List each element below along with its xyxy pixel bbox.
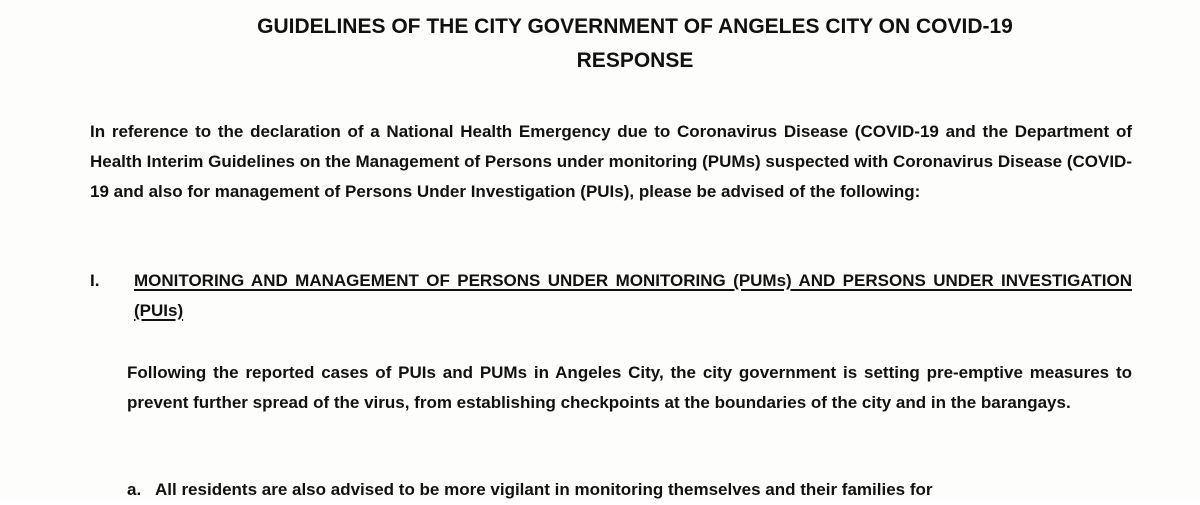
section-1-title: MONITORING AND MANAGEMENT OF PERSONS UNDER MONITORING (PUMs) AND PERSONS UNDER INVESTIGATION (PUIs) — [134, 271, 1132, 320]
section-1-item-a-marker: a. — [127, 480, 142, 499]
intro-paragraph: In reference to the declaration of a National Health Emergency due to Coronavirus Disease (COVID-19 and the Department of Health Interim Guidelines on the Management of Persons under monitoring (PUMs) suspected with Coronavirus Disease (COVID-19 and also for management of Persons Under Investigation (PUIs), please be advised of the following: — [90, 122, 1132, 201]
document-title-line-1: GUIDELINES OF THE CITY GOVERNMENT OF ANGELES CITY ON COVID-19 — [257, 15, 1013, 38]
section-1-heading — [90, 266, 1132, 326]
section-1-number: I. — [90, 271, 100, 290]
document-title — [0, 10, 1200, 78]
document-title-line-2: RESPONSE — [576, 49, 694, 72]
section-1-body: Following the reported cases of PUIs and PUMs in Angeles City, the city government is setting pre-emptive measures to prevent further spread of the virus, from establishing checkpoints at the boundaries of the city and in the barangays. — [127, 363, 1132, 412]
section-1-item-a — [127, 475, 1132, 505]
section-1-item-a-text: All residents are also advised to be more vigilant in monitoring themselves and their families for — [155, 480, 933, 499]
